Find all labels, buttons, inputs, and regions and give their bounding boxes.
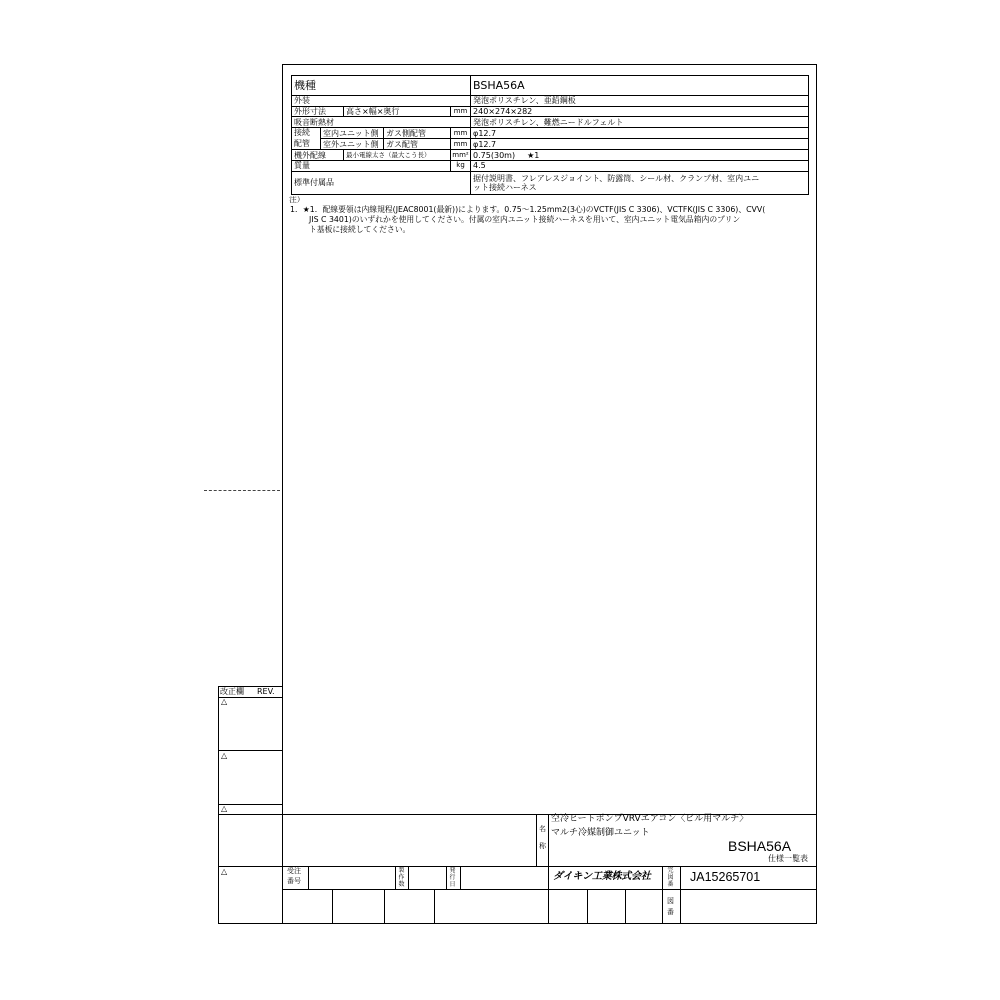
- notes-section: [289, 196, 808, 238]
- note-line-1: 1．★1．配線要領は内線規程(JEAC8001(最新))によります。0.75～1.25mm2(3心)のVCTF(JIS C 3306)、VCTFK(JIS C 3306)、CVV(: [290, 205, 766, 214]
- accessories-label: 標準付属品: [292, 171, 471, 194]
- revision-header-en: REV.: [257, 687, 275, 696]
- title-block-divider: [548, 814, 549, 923]
- piping-indoor-unit: mm: [451, 128, 471, 139]
- mass-label: 質量: [292, 161, 451, 172]
- title-block-divider: [395, 866, 396, 889]
- spec-row-model: [292, 76, 809, 96]
- drawing-number: JA15265701: [690, 870, 761, 884]
- spec-row-insulation: [292, 117, 809, 128]
- title-block-divider: [625, 889, 626, 923]
- title-block-divider: [384, 889, 385, 923]
- revision-divider: [218, 697, 282, 698]
- title-block-divider: [460, 866, 461, 889]
- dimensions-sub-label: 高さ×幅×奥行: [344, 106, 451, 117]
- name-label-char-2: 称: [539, 842, 546, 850]
- title-block-divider: [680, 866, 681, 923]
- title-model: BSHA56A: [728, 838, 792, 854]
- notes-heading: 注）: [289, 196, 305, 204]
- wiring-value-cell: [471, 150, 809, 161]
- title-block-divider: [446, 866, 447, 889]
- name-label-char-1: 名: [539, 825, 546, 833]
- title-block-divider: [332, 889, 333, 923]
- wiring-unit: mm²: [452, 150, 469, 159]
- product-line-2: マルチ冷媒制御ユニット: [551, 828, 650, 838]
- note-line-2: JIS C 3401)のいずれかを使用してください。付属の室内ユニット接続ハーネスを用いて、室内ユニット電気品箱内のプリン: [309, 215, 741, 224]
- piping-indoor-value: φ12.7: [471, 128, 809, 139]
- mass-unit: kg: [451, 161, 471, 172]
- piping-outdoor-side: 室外ユニット側: [321, 139, 384, 150]
- dimensions-label: 外形寸法: [292, 106, 344, 117]
- piping-outdoor-value: φ12.7: [471, 139, 809, 150]
- revision-mark: △: [221, 751, 228, 760]
- exterior-label: 外装: [292, 96, 471, 107]
- title-block-divider: [662, 866, 663, 923]
- company-logo-text: ダイキン工業株式会社: [553, 871, 651, 882]
- spec-row-mass: [292, 161, 809, 172]
- order-no-label-line-1: 受注: [287, 867, 301, 875]
- mass-value: 4.5: [471, 161, 809, 172]
- piping-outdoor-unit: mm: [451, 139, 471, 150]
- figure-no-label: 図番: [667, 897, 674, 916]
- piping-indoor-pipe: ガス側配管: [384, 128, 451, 139]
- accessories-line-1: 据付説明書、フレアレスジョイント、防露筒、シール材、クランプ材、室内ユニ: [473, 173, 760, 183]
- piping-label-line-1: 接続: [294, 128, 310, 138]
- model-label: 機種: [292, 76, 471, 96]
- issue-date-label: 発行日: [449, 867, 456, 888]
- title-block-divider: [434, 889, 435, 923]
- piping-label-line-2: 配管: [294, 138, 310, 148]
- exterior-value: 発泡ポリスチレン、亜鉛鋼板: [471, 96, 809, 107]
- title-block-divider: [282, 889, 816, 890]
- spec-row-wiring: [292, 150, 809, 161]
- revision-mark: △: [221, 867, 228, 876]
- title-block-divider: [308, 866, 309, 889]
- revision-divider: [218, 750, 282, 751]
- spec-row-accessories: [292, 171, 809, 194]
- wiring-sub-label: 最小電線太さ（最大こう長）: [344, 150, 451, 161]
- spec-row-exterior: [292, 96, 809, 107]
- note-line-3: ト基板に接続してください。: [309, 225, 411, 234]
- accessories-line-2: ット接続ハーネス: [473, 182, 537, 192]
- piping-label: [292, 128, 321, 150]
- title-block-divider: [536, 814, 537, 866]
- doc-type: 仕様一覧表: [768, 854, 808, 863]
- spec-table: [291, 75, 809, 195]
- spec-row-piping-outdoor: [292, 139, 809, 150]
- wiring-label: 機外配線: [292, 150, 344, 161]
- accessories-value: [471, 171, 809, 194]
- dimensions-value: 240×274×282: [471, 106, 809, 117]
- dimensions-unit: mm: [451, 106, 471, 117]
- wiring-note-ref: ★1: [527, 150, 540, 160]
- wiring-value: 0.75(30m): [473, 150, 516, 160]
- revision-mark: △: [221, 804, 228, 813]
- revision-mark: △: [221, 697, 228, 706]
- revision-header-ja: 改正欄: [220, 687, 244, 696]
- spec-row-piping-indoor: [292, 128, 809, 139]
- drawing-no-label: 完図番: [667, 867, 674, 888]
- title-block-divider: [408, 866, 409, 889]
- revision-divider: [218, 804, 282, 805]
- piping-indoor-side: 室内ユニット側: [321, 128, 384, 139]
- order-no-label-line-2: 番号: [287, 877, 301, 885]
- revision-column: [218, 686, 283, 924]
- product-line-1: 空冷ヒートポンプVRVエアコン〈ビル用マルチ〉: [551, 814, 749, 824]
- title-block-divider: [587, 889, 588, 923]
- model-value: BSHA56A: [471, 76, 809, 96]
- quantity-label: 製作数: [398, 867, 405, 888]
- fold-mark: [204, 490, 280, 491]
- spec-row-dimensions: [292, 106, 809, 117]
- insulation-value: 発泡ポリスチレン、難燃ニードルフェルト: [471, 117, 809, 128]
- piping-outdoor-pipe: ガス配管: [384, 139, 451, 150]
- insulation-label: 吸音断熱材: [292, 117, 471, 128]
